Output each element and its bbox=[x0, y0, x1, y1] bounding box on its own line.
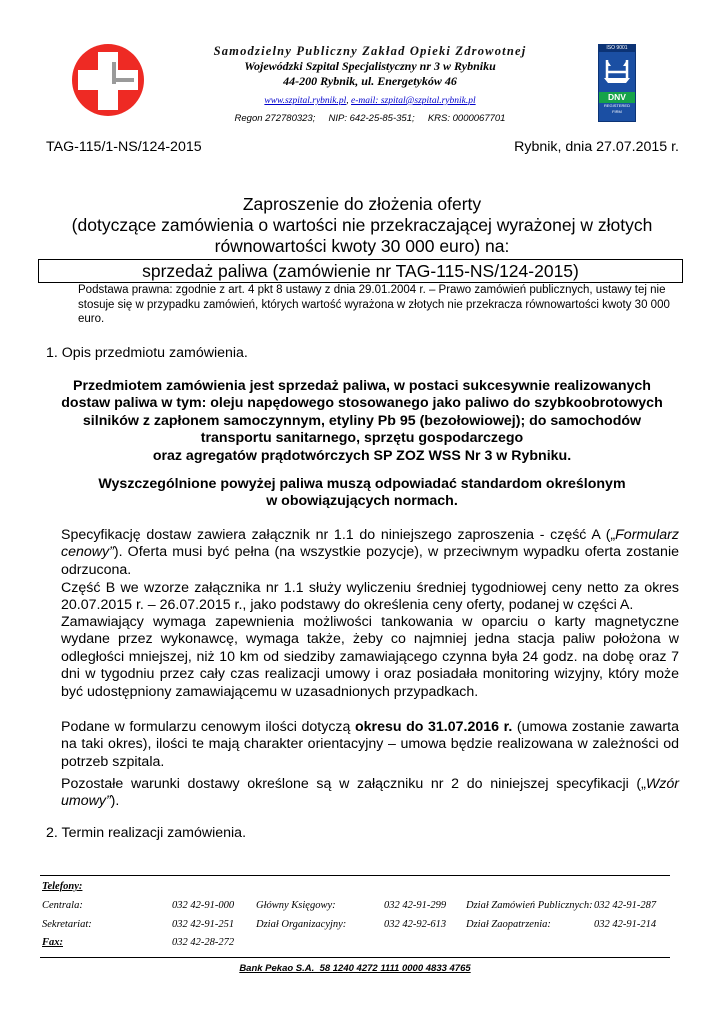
paragraph-specification bbox=[61, 527, 679, 579]
footer-phone: 032 42-91-000 bbox=[172, 900, 235, 911]
footer-phone: 032 42-91-299 bbox=[384, 900, 447, 911]
fax-number: 032 42-28-272 bbox=[172, 937, 235, 948]
bank-account: Bank Pekao S.A. 58 1240 4272 1111 0000 4833 4765 bbox=[239, 963, 471, 974]
paragraph-other-terms bbox=[61, 776, 679, 811]
footer-label: Dział Organizacyjny: bbox=[256, 919, 347, 930]
legal-basis: Podstawa prawna: zgodnie z art. 4 pkt 8 ustawy z dnia 29.01.2004 r. – Prawo zamówień publicznych, ustawy tej nie stosuje się w przypadku zamówień, których wartość wyrażona w złotych nie przekracza równowartości kwoty 30 000 euro. bbox=[78, 284, 670, 325]
dnv-certification-badge bbox=[598, 44, 636, 122]
p5-text-italic: Wzór umowy” bbox=[61, 776, 679, 810]
paragraph-cards: Zamawiający wymaga zapewnienia możliwości tankowania w oparciu o karty magnetyczne wydane przez wykonawcę, wymaga także, żeby co najmniej jedna stacja paliw położona w odległości mniejszej, niż 10 km od siedziby zamawiającego czynna była 24 godz. na dobę oraz 7 dni w tygodniu przez cały czas realizacji umowy i oraz posiadała monitoring wizyjny, który może być udostępniony zamawiającemu w uzasadnionych przypadkach. bbox=[61, 614, 679, 700]
footer-phone: 032 42-91-214 bbox=[594, 919, 657, 930]
ship-icon bbox=[599, 52, 635, 86]
p1-text-italic: Formularz cenowy” bbox=[61, 527, 679, 561]
hospital-logo bbox=[68, 40, 148, 120]
phones-label: Telefony: bbox=[42, 881, 83, 892]
title-line1: Zaproszenie do złożenia oferty bbox=[242, 194, 482, 214]
iso-label: ISO 9001 bbox=[599, 45, 635, 52]
p4-text-c: (umowa zostanie zawarta na taki okres), ilości te mają charakter orientacyjny – umowa będzie realizowana w zależności od potrzeb szpitala. bbox=[61, 719, 679, 770]
hospital-name: Wojewódzki Szpital Specjalistyczny nr 3 w Rybniku bbox=[244, 59, 496, 73]
paragraph-part-b: Część B we wzorze załącznika nr 1.1 służy wyliczeniu średniej tygodniowej ceny netto za okres 20.07.2015 r. – 26.07.2015 r., jako podstawy do określenia ceny oferty, podanej w części A. bbox=[61, 580, 679, 614]
footer-divider bbox=[40, 875, 670, 876]
paragraph-quantities bbox=[61, 719, 679, 771]
subject-line1: Przedmiotem zamówienia jest sprzedaż paliwa, w postaci sukcesywnie realizowanych bbox=[73, 378, 651, 394]
footer-label: Dział Zaopatrzenia: bbox=[466, 919, 551, 930]
p1-text-c: ). Oferta musi być pełna (na wszystkie pozycje), w przeciwnym wypadku oferta zostanie odrzucona. bbox=[61, 544, 679, 578]
reference-number: TAG-115/1-NS/124-2015 bbox=[46, 139, 202, 155]
registry-info: Regon 272780323; NIP: 642-25-85-351; KRS: 0000067701 bbox=[234, 113, 506, 124]
fax-label: Fax: bbox=[42, 937, 63, 948]
footer-divider-2 bbox=[40, 957, 670, 958]
subject-line5: oraz agregatów prądotwórczych SP ZOZ WSS Nr 3 w Rybniku. bbox=[152, 447, 572, 464]
p5-text-a: Pozostałe warunki dostawy określone są w załączniku nr 2 do niniejszej specyfikacji („ bbox=[61, 776, 646, 792]
section-1-heading: 1. Opis przedmiotu zamówienia. bbox=[46, 345, 248, 361]
p5-text-c: ). bbox=[110, 793, 120, 810]
standards-line1: Wyszczególnione powyżej paliwa muszą odpowiadać standardom określonym bbox=[98, 476, 626, 492]
website-link[interactable]: www.szpital.rybnik.pl bbox=[264, 96, 347, 106]
subject-line4: transportu sanitarnego, sprzętu gospodarczego bbox=[200, 430, 524, 447]
footer-label: Główny Księgowy: bbox=[256, 900, 336, 911]
footer-phone: 032 42-91-251 bbox=[172, 919, 235, 930]
document-title bbox=[40, 194, 684, 257]
subject-line2: dostaw paliwa w tym: oleju napędowego stosowanego jako paliwo do szybkoobrotowych bbox=[61, 395, 663, 412]
standards-line2: w obowiązujących normach. bbox=[266, 493, 458, 510]
section-2-heading: 2. Termin realizacji zamówienia. bbox=[46, 825, 247, 841]
dnv-label: DNV bbox=[599, 92, 635, 103]
cert-sub1: REGISTERED bbox=[603, 103, 630, 108]
title-line3: równowartości kwoty 30 000 euro) na: bbox=[214, 236, 510, 256]
p1-text-a: Specyfikację dostaw zawiera załącznik nr 1.1 do niniejszego zaproszenia - część A („ bbox=[61, 527, 616, 543]
footer-label: Dział Zamówień Publicznych: bbox=[466, 900, 593, 911]
footer-phone: 032 42-91-287 bbox=[594, 900, 657, 911]
email-link[interactable]: e-mail: szpital@szpital.rybnik.pl bbox=[351, 96, 476, 106]
org-name: Samodzielny Publiczny Zakład Opieki Zdrowotnej bbox=[213, 44, 527, 58]
document-date: Rybnik, dnia 27.07.2015 r. bbox=[514, 139, 679, 155]
footer-label: Centrala: bbox=[42, 900, 83, 911]
subject-description bbox=[40, 378, 684, 465]
subject-line3: silników z zapłonem samoczynnym, etyliny Pb 95 (bezołowiowej); do samochodów bbox=[82, 412, 642, 429]
standards-note bbox=[40, 476, 684, 511]
contact-links: www.szpital.rybnik.pl, e-mail: szpital@szpital.rybnik.pl bbox=[264, 96, 476, 106]
cert-sub2: FIRM bbox=[612, 109, 622, 114]
footer-phone: 032 42-92-613 bbox=[384, 919, 447, 930]
hospital-address: 44-200 Rybnik, ul. Energetyków 46 bbox=[283, 74, 457, 88]
order-title-box: sprzedaż paliwa (zamówienie nr TAG-115-NS/124-2015) bbox=[38, 259, 683, 283]
p4-text-a: Podane w formularzu cenowym ilości dotyczą bbox=[61, 719, 355, 735]
footer-label: Sekretariat: bbox=[42, 919, 92, 930]
p4-text-bold: okresu do 31.07.2016 r. bbox=[355, 719, 513, 735]
title-line2: (dotyczące zamówienia o wartości nie przekraczającej wyrażonej w złotych bbox=[71, 215, 653, 235]
